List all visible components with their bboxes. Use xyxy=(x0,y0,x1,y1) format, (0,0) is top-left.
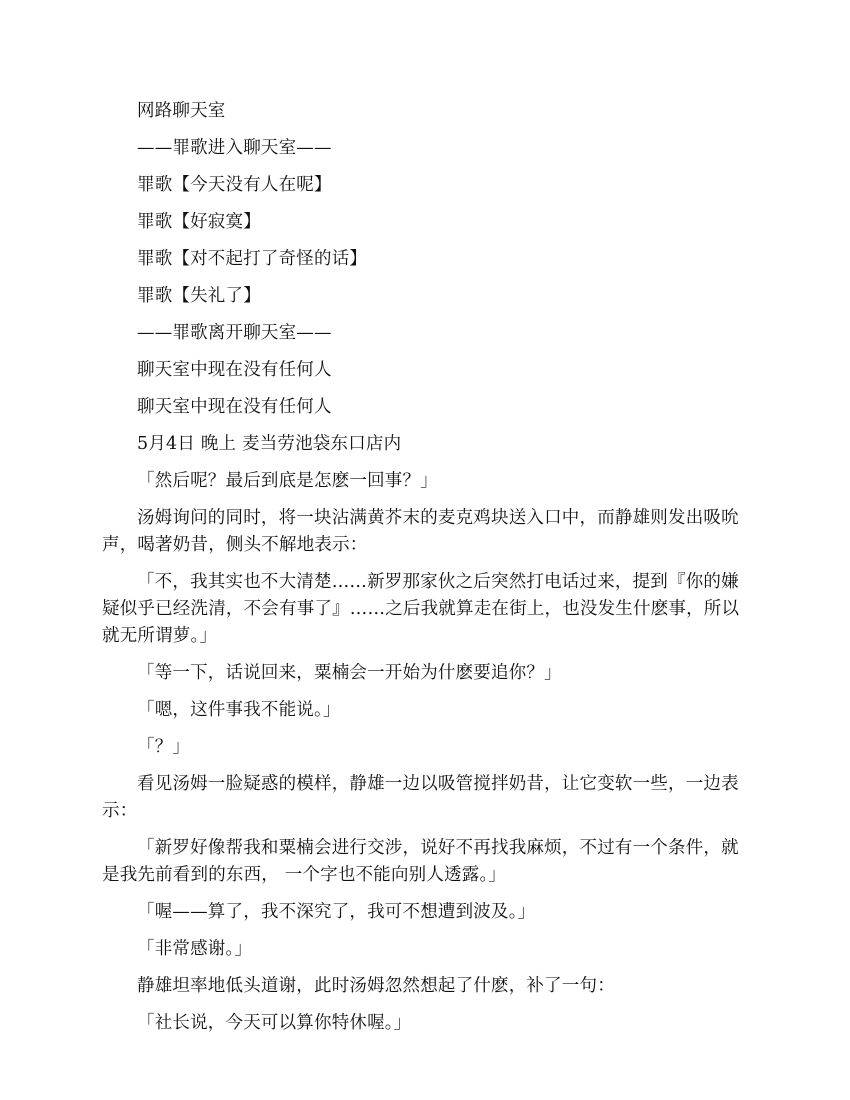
paragraph: 罪歌【好寂寞】 xyxy=(137,212,261,232)
paragraph: 看见汤姆一脸疑惑的模样，静雄一边以吸管搅拌奶昔，让它变软一些，一边表示： xyxy=(102,774,739,821)
paragraph: 汤姆询问的同时，将一块沾满黄芥末的麦克鸡块送入口中，而静雄则发出吸吮声，喝著奶昔，侧头不解地表示： xyxy=(102,508,739,555)
paragraph: 聊天室中现在没有任何人 xyxy=(137,397,332,417)
paragraph: 「社长说，今天可以算你特休喔。」 xyxy=(137,1013,412,1033)
paragraph: 「？」 xyxy=(137,737,191,757)
paragraph: 「嗯，这件事我不能说。」 xyxy=(137,700,341,720)
paragraph: 聊天室中现在没有任何人 xyxy=(137,360,332,380)
paragraph: ——罪歌进入聊天室—— xyxy=(137,138,332,158)
paragraph: 「等一下，话说回来，粟楠会一开始为什麽要追你？」 xyxy=(137,663,562,683)
paragraph: 「新罗好像帮我和粟楠会进行交涉，说好不再找我麻烦，不过有一个条件，就是我先前看到的东西， 一个字也不能向别人透露。」 xyxy=(102,838,739,885)
paragraph: 罪歌【失礼了】 xyxy=(137,286,261,306)
paragraph: ——罪歌离开聊天室—— xyxy=(137,323,332,343)
paragraph: 「喔——算了，我不深究了，我可不想遭到波及。」 xyxy=(137,902,536,922)
paragraph: 罪歌【对不起打了奇怪的话】 xyxy=(137,249,368,269)
paragraph: 网路聊天室 xyxy=(137,101,226,121)
paragraph: 「然后呢？最后到底是怎麽一回事？」 xyxy=(137,471,438,491)
paragraph: 静雄坦率地低头道谢，此时汤姆忽然想起了什麽，补了一句： xyxy=(137,976,615,996)
paragraph: 5月4日 晚上 麦当劳池袋东口店内 xyxy=(137,434,402,454)
paragraph: 罪歌【今天没有人在呢】 xyxy=(137,175,332,195)
paragraph: 「不，我其实也不大清楚……新罗那家伙之后突然打电话过来，提到『你的嫌疑似乎已经洗清，不会有事了』……之后我就算走在街上，也没发生什麽事，所以就无所谓萝。」 xyxy=(102,572,740,646)
paragraph: 「非常感谢。」 xyxy=(137,939,253,959)
